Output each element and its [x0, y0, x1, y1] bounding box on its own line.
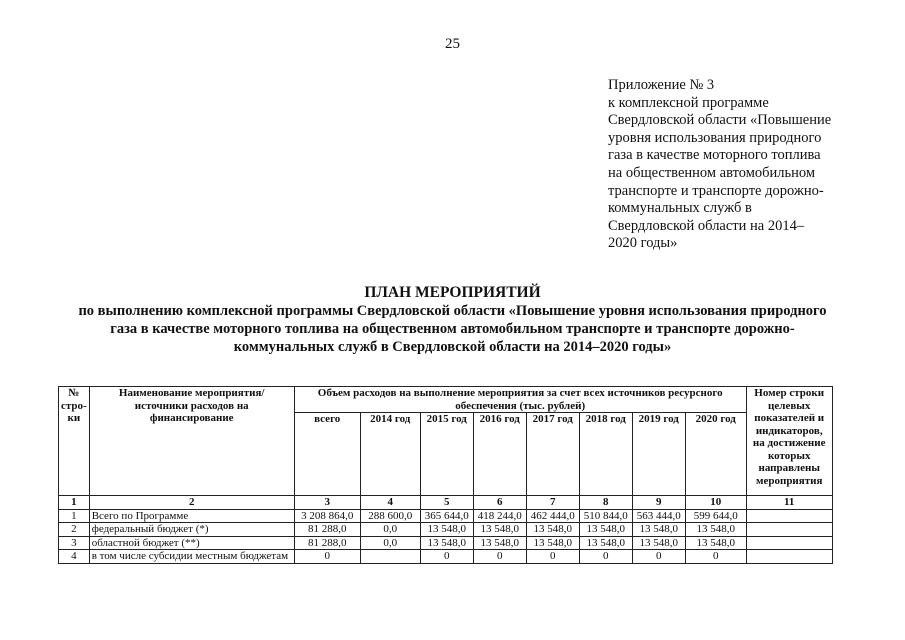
appendix-line: Приложение № 3: [608, 77, 715, 93]
title-heading: ПЛАН МЕРОПРИЯТИЙ: [364, 284, 541, 301]
row-value: 0: [420, 550, 473, 564]
row-value: 0: [632, 550, 685, 564]
row-value: 288 600,0: [360, 509, 420, 523]
header-year: 2020 год: [685, 413, 746, 496]
row-value: 0,0: [360, 536, 420, 550]
appendix-line: коммунальных служб в: [608, 200, 752, 217]
row-value: 13 548,0: [685, 523, 746, 537]
row-indicator: [746, 523, 832, 537]
row-value: [360, 550, 420, 564]
row-value: 13 548,0: [526, 536, 579, 550]
row-value: 0,0: [360, 523, 420, 537]
column-number: 7: [526, 496, 579, 510]
header-year: 2017 год: [526, 413, 579, 496]
header-row-number: № стро- ки: [59, 387, 90, 496]
document-title: [0, 284, 905, 356]
row-value: 0: [579, 550, 632, 564]
appendix-line: на общественном автомобильном: [608, 164, 816, 181]
header-year: 2019 год: [632, 413, 685, 496]
row-value: 365 644,0: [420, 509, 473, 523]
title-subtitle-line: по выполнению комплексной программы Свердловской области «Повышение уровня использования природного: [78, 303, 827, 319]
header-year: 2014 год: [360, 413, 420, 496]
row-value: 13 548,0: [420, 536, 473, 550]
table-row: [59, 509, 833, 523]
row-number: 4: [59, 550, 90, 564]
appendix-line: Свердловской области «Повышение: [608, 112, 832, 129]
row-value: 13 548,0: [526, 523, 579, 537]
header-year: 2018 год: [579, 413, 632, 496]
row-value: 13 548,0: [473, 536, 526, 550]
row-indicator: [746, 550, 832, 564]
column-number: 8: [579, 496, 632, 510]
row-name: в том числе субсидии местным бюджетам: [89, 550, 294, 564]
column-number: 3: [294, 496, 360, 510]
column-number: 5: [420, 496, 473, 510]
row-value: 13 548,0: [632, 523, 685, 537]
row-value: 13 548,0: [473, 523, 526, 537]
table-row: [59, 536, 833, 550]
title-subtitle-line: газа в качестве моторного топлива на общественном автомобильном транспорте и транспорте дорожно-: [110, 321, 795, 337]
row-value: 81 288,0: [294, 523, 360, 537]
appendix-line: к комплексной программе: [608, 94, 769, 111]
row-value: 599 644,0: [685, 509, 746, 523]
row-name: федеральный бюджет (*): [89, 523, 294, 537]
appendix-line: 2020 годы»: [608, 235, 678, 252]
row-value: 13 548,0: [579, 536, 632, 550]
row-number: 2: [59, 523, 90, 537]
row-name: Всего по Программе: [89, 509, 294, 523]
header-year: 2016 год: [473, 413, 526, 496]
column-number: 9: [632, 496, 685, 510]
row-name: областной бюджет (**): [89, 536, 294, 550]
column-number: 2: [89, 496, 294, 510]
appendix-line: транспорте и транспорте дорожно-: [608, 182, 824, 199]
appendix-line: газа в качестве моторного топлива: [608, 147, 821, 164]
row-value: 81 288,0: [294, 536, 360, 550]
row-value: 0: [526, 550, 579, 564]
row-indicator: [746, 536, 832, 550]
column-number: 1: [59, 496, 90, 510]
row-value: 563 444,0: [632, 509, 685, 523]
row-value: 0: [685, 550, 746, 564]
row-value: 510 844,0: [579, 509, 632, 523]
appendix-line: Свердловской области на 2014–: [608, 217, 805, 234]
row-value: 418 244,0: [473, 509, 526, 523]
row-value: 0: [473, 550, 526, 564]
header-total: всего: [294, 413, 360, 496]
header-year: 2015 год: [420, 413, 473, 496]
row-number: 3: [59, 536, 90, 550]
row-value: 13 548,0: [579, 523, 632, 537]
appendix-note: [608, 77, 868, 253]
row-value: 3 208 864,0: [294, 509, 360, 523]
row-number: 1: [59, 509, 90, 523]
header-indicator: Номер строки целевых показателей и индикаторов, на достижение которых направлены мероприятия: [746, 387, 832, 496]
row-indicator: [746, 509, 832, 523]
table-row: [59, 550, 833, 564]
column-number: 6: [473, 496, 526, 510]
header-name: Наименование мероприятия/ источники расходов на финансирование: [89, 387, 294, 496]
column-number: 4: [360, 496, 420, 510]
column-number: 10: [685, 496, 746, 510]
row-value: 462 444,0: [526, 509, 579, 523]
header-volume: Объем расходов на выполнение мероприятия за счет всех источников ресурсного обеспечения (тыс. рублей): [294, 387, 746, 413]
row-value: 13 548,0: [420, 523, 473, 537]
column-number-row: [59, 496, 833, 510]
row-value: 13 548,0: [685, 536, 746, 550]
column-number: 11: [746, 496, 832, 510]
page-number: 25: [445, 36, 460, 52]
appendix-line: уровня использования природного: [608, 129, 822, 146]
row-value: 13 548,0: [632, 536, 685, 550]
row-value: 0: [294, 550, 360, 564]
title-subtitle-line: коммунальных служб в Свердловской области на 2014–2020 годы»: [233, 339, 672, 355]
table-row: [59, 523, 833, 537]
plan-table: [58, 386, 833, 564]
